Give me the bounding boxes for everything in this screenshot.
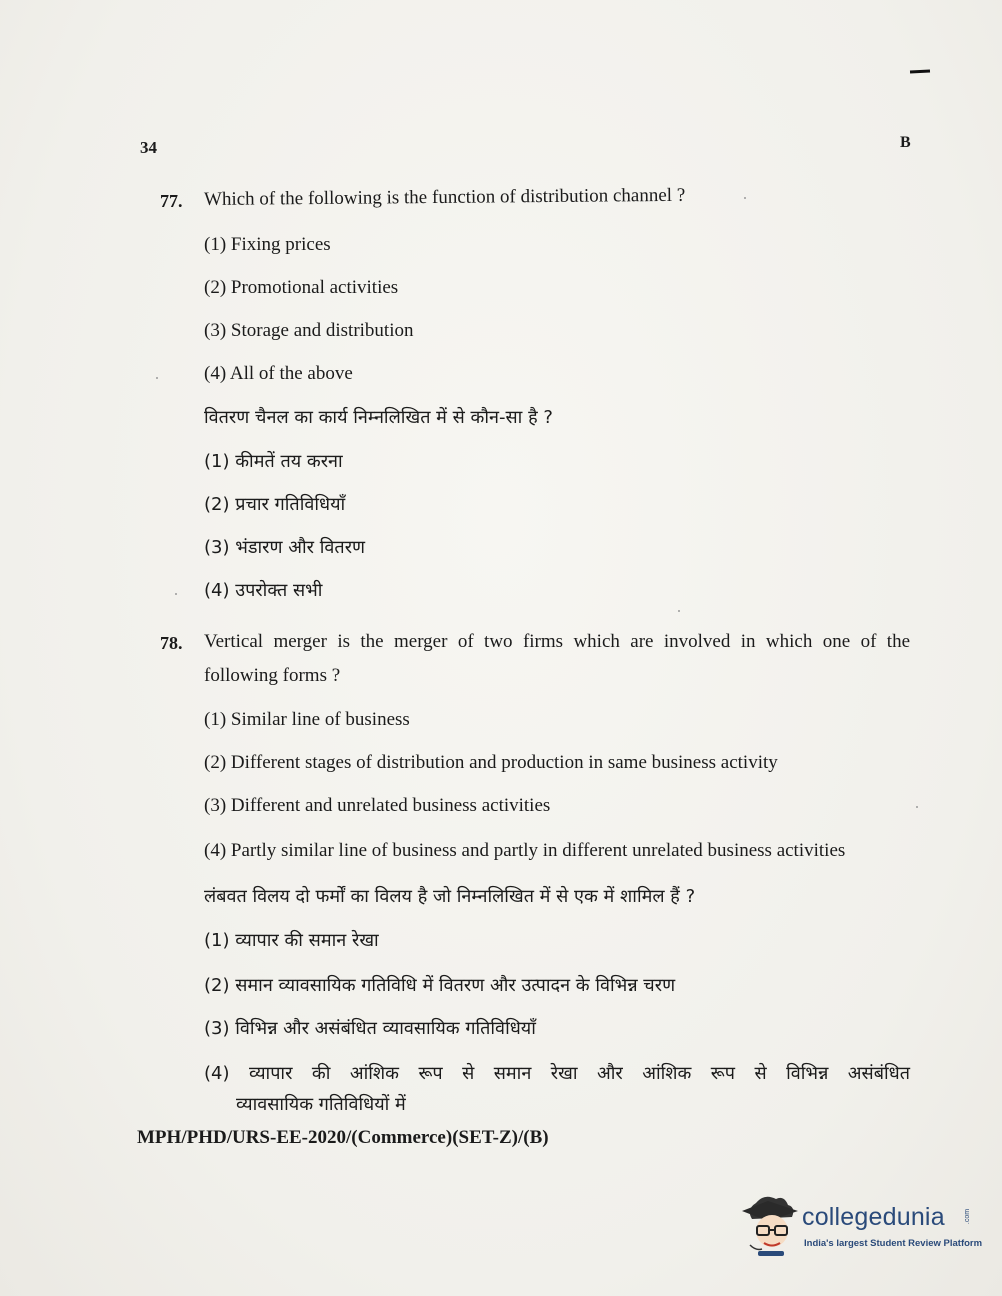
question-text: following forms ? [204,665,341,686]
option-text-hindi: (1) कीमतें तय करना [204,451,343,472]
logo-suffix: .com [964,1208,972,1225]
option-text-hindi: (2) प्रचार गतिविधियाँ [204,494,346,515]
option-text: (4) Partly similar line of business and partly in different unrelated business activities [204,840,846,861]
question-text-hindi: वितरण चैनल का कार्य निम्नलिखित में से कौन-सा है ? [204,407,553,428]
question-number: 77. [160,191,183,211]
page-number: 34 [140,138,157,157]
option-text: (3) Storage and distribution [204,320,414,341]
scan-speck [175,593,177,595]
question-number: 78. [160,633,183,653]
question-text-hindi: लंबवत विलय दो फर्मों का विलय है जो निम्नलिखित में से एक में शामिल हैं ? [204,886,696,907]
set-letter: B [900,134,911,151]
scan-speck [678,610,680,612]
option-text: (1) Fixing prices [204,234,331,255]
question-text: Which of the following is the function of distribution channel ? [203,184,686,210]
option-text: (1) Similar line of business [204,709,410,730]
paper-code: MPH/PHD/URS-EE-2020/(Commerce)(SET-Z)/(B) [137,1127,549,1148]
option-text-hindi: (2) समान व्यावसायिक गतिविधि में वितरण और उत्पादन के विभिन्न चरण [204,975,676,996]
option-text-hindi: (1) व्यापार की समान रेखा [204,930,379,951]
option-text: (2) Promotional activities [204,277,399,298]
option-text-hindi: (4) उपरोक्त सभी [204,580,323,601]
question-text: Vertical merger is the merger of two firms which are involved in which one of the [204,631,910,652]
option-text-hindi: व्यावसायिक गतिविधियों में [236,1094,406,1115]
option-text: (2) Different stages of distribution and production in same business activity [204,752,778,773]
scan-speck [744,197,746,199]
option-text-hindi: (4) व्यापार की आंशिक रूप से समान रेखा और आंशिक रूप से विभिन्न असंबंधित [204,1063,910,1084]
logo-tagline: India's largest Student Review Platform [804,1238,983,1249]
option-text-hindi: (3) विभिन्न और असंबंधित व्यावसायिक गतिविधियाँ [204,1018,536,1039]
option-text: (3) Different and unrelated business activities [204,795,551,816]
scan-speck [156,377,158,379]
option-text-hindi: (3) भंडारण और वितरण [204,537,366,558]
collegedunia-logo [742,1193,983,1265]
scan-speck [916,806,918,808]
option-text: (4) All of the above [204,363,353,384]
mascot-icon [742,1193,800,1261]
corner-mark [910,69,930,73]
logo-name: collegedunia [802,1203,945,1231]
